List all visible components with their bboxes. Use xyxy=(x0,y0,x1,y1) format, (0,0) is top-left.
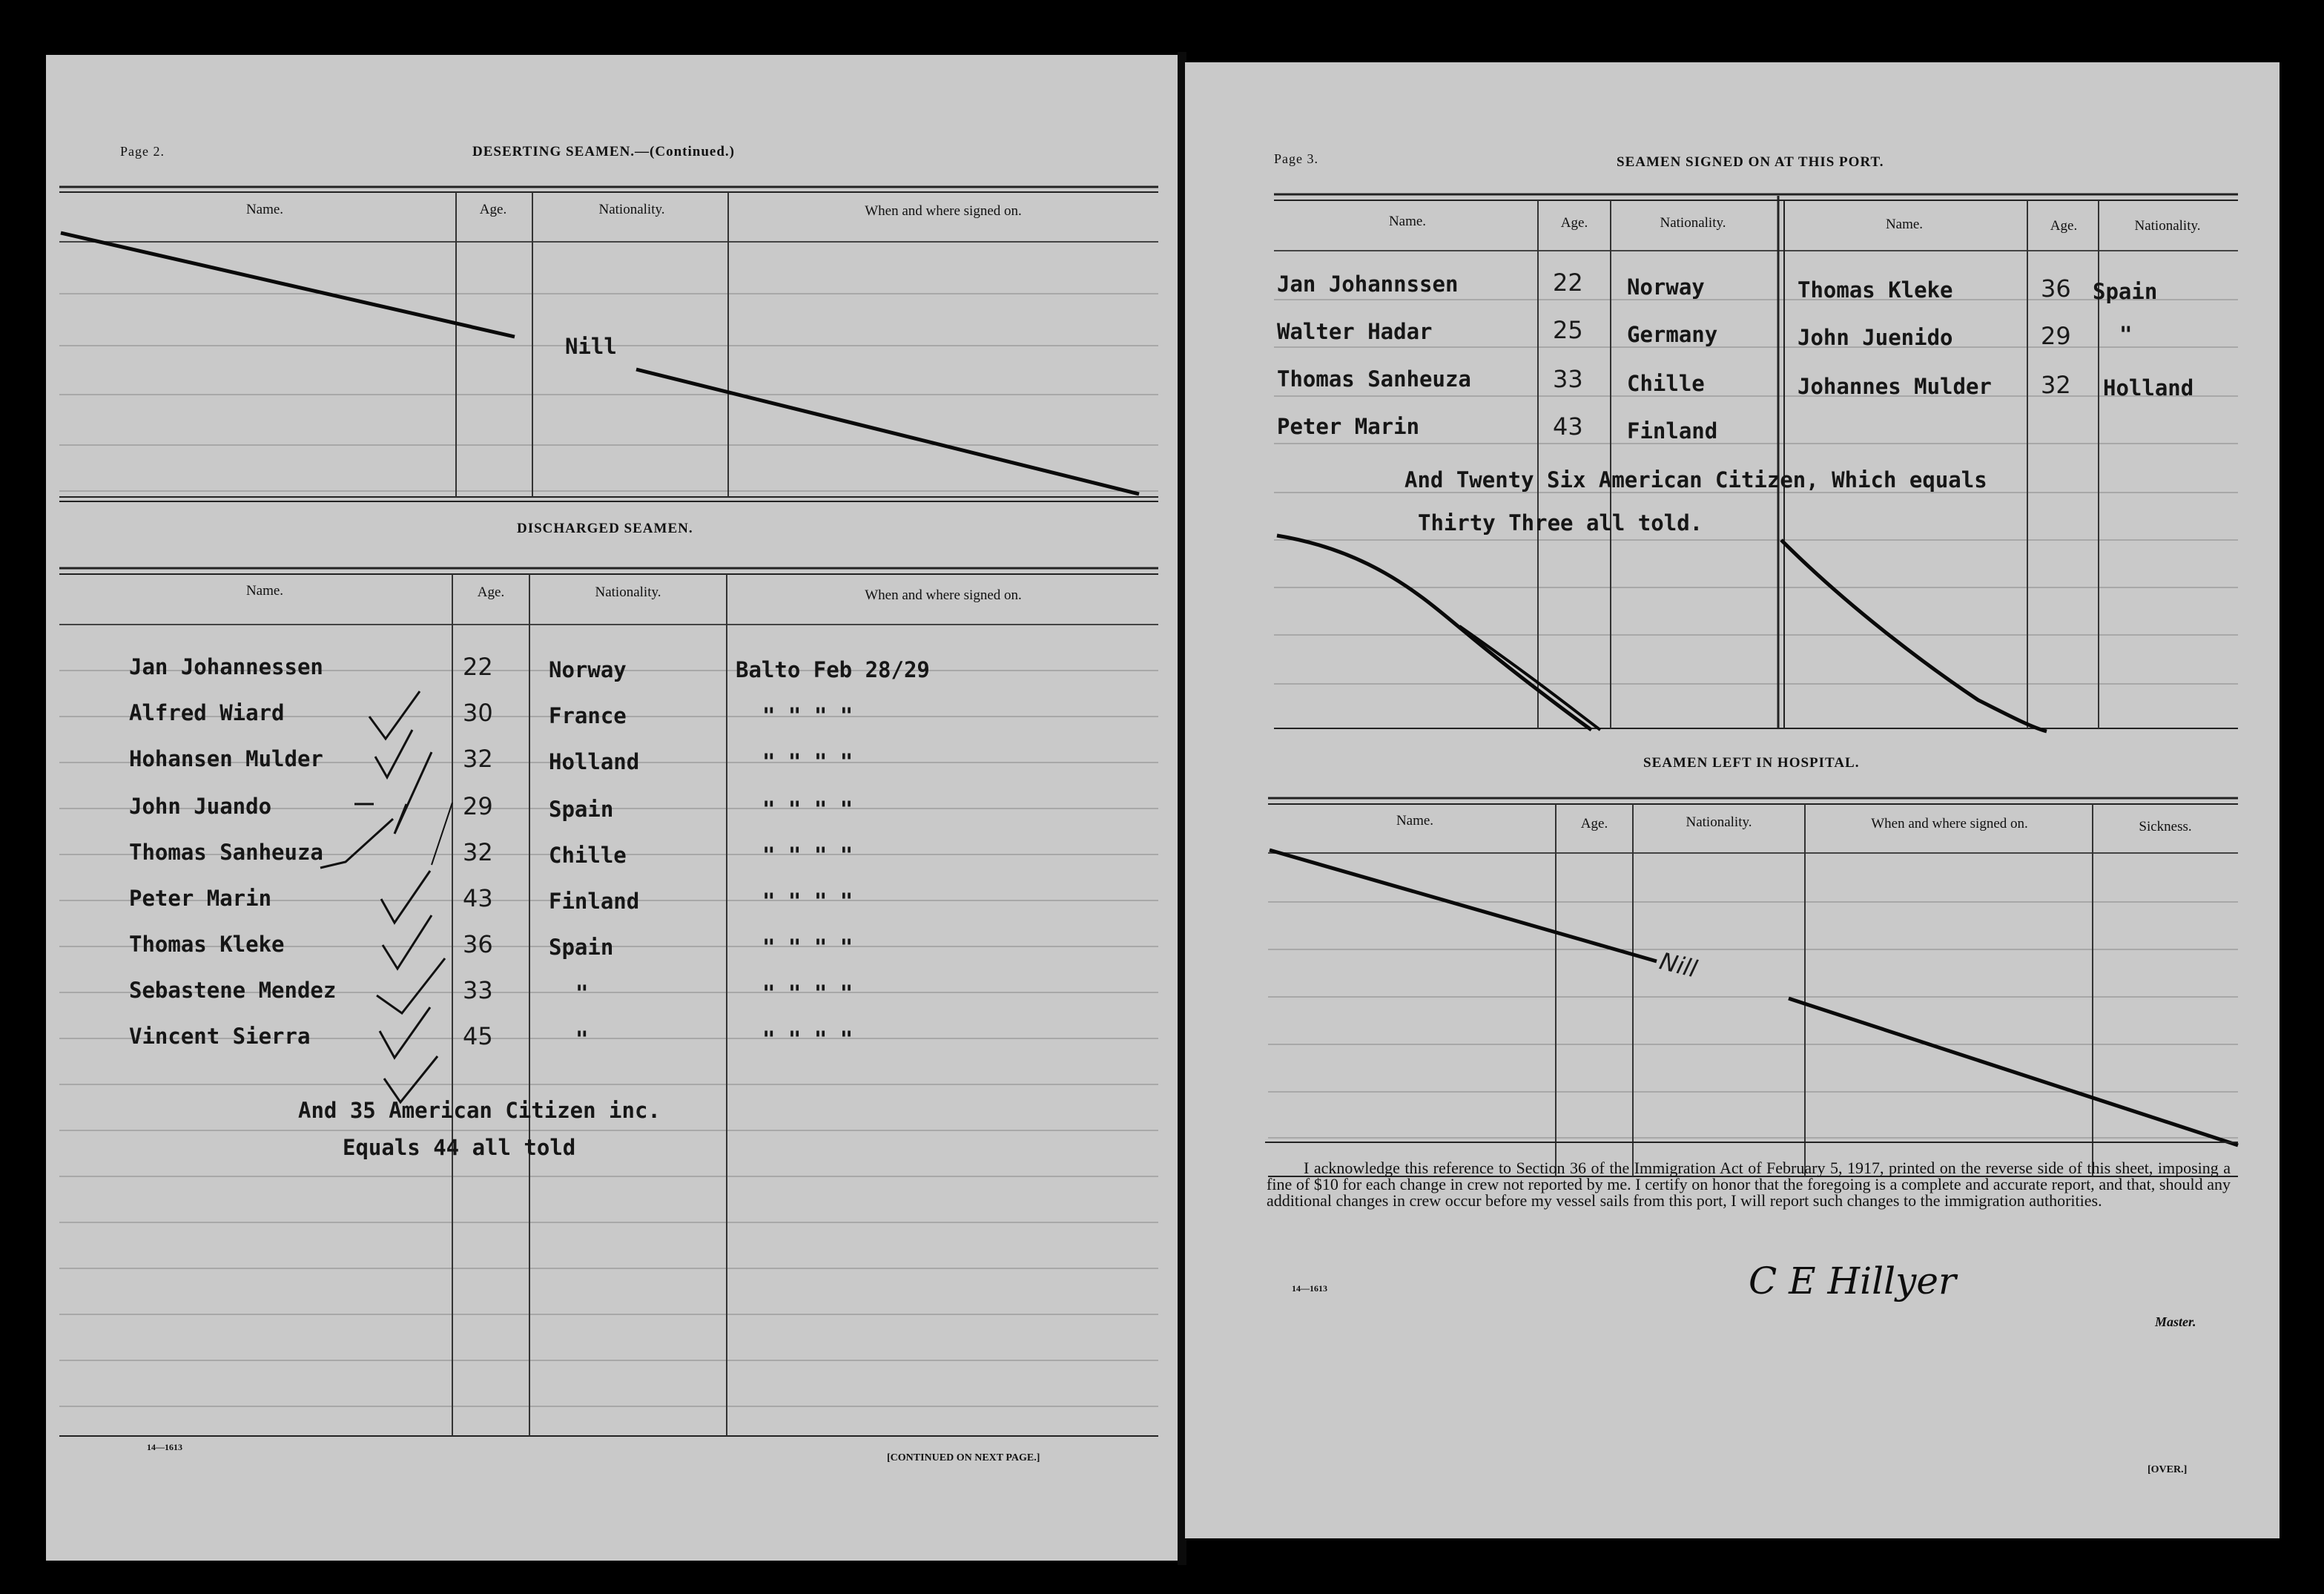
col-header-name: Name. xyxy=(245,583,284,599)
signed-age: 29 xyxy=(2041,322,2071,350)
discharged-signed-on: " " " " xyxy=(762,889,854,914)
discharged-age: 32 xyxy=(463,838,493,866)
continued-note: [CONTINUED ON NEXT PAGE.] xyxy=(887,1452,1040,1463)
col-header-nationality: Nationality. xyxy=(598,202,665,217)
discharged-age: 30 xyxy=(463,699,493,727)
signed-age: 43 xyxy=(1553,412,1583,441)
discharged-title: DISCHARGED SEAMEN. xyxy=(517,521,693,536)
signed-age: 25 xyxy=(1553,316,1583,344)
signed-on-title: SEAMEN SIGNED ON AT THIS PORT. xyxy=(1617,154,1884,170)
signed-nationality: Chille xyxy=(1627,371,1705,396)
form-number: 14—1613 xyxy=(1292,1283,1327,1294)
col-header-nationality: Nationality. xyxy=(2134,218,2201,234)
discharged-age: 45 xyxy=(463,1022,493,1050)
signed-age: 33 xyxy=(1553,365,1583,393)
signed-note-line1: And Twenty Six American Citizen, Which equals xyxy=(1404,467,1987,493)
discharged-nationality: Norway xyxy=(549,657,627,682)
col-header-age: Age. xyxy=(1560,215,1588,231)
master-label: Master. xyxy=(2155,1314,2196,1329)
signed-nationality: Norway xyxy=(1627,274,1705,300)
discharged-nationality: " xyxy=(575,1027,589,1052)
deserting-nill-note: Nill xyxy=(565,334,617,359)
signed-nationality: Germany xyxy=(1627,322,1718,347)
discharged-name: Thomas Sanheuza xyxy=(129,840,323,865)
form-number: 14—1613 xyxy=(147,1442,182,1452)
discharged-signed-on: Balto Feb 28/29 xyxy=(736,657,930,682)
signed-nationality: Finland xyxy=(1627,418,1718,444)
signed-age: 36 xyxy=(2041,274,2071,303)
discharged-note-line2: Equals 44 all told xyxy=(343,1135,576,1160)
page-number: Page 2. xyxy=(120,144,165,159)
discharged-name: Hohansen Mulder xyxy=(129,746,323,771)
col-header-age: Age. xyxy=(2050,218,2078,234)
col-header-nationality: Nationality. xyxy=(1686,814,1752,830)
discharged-signed-on: " " " " xyxy=(762,1027,854,1052)
discharged-signed-on: " " " " xyxy=(762,981,854,1006)
signed-name: Jan Johannssen xyxy=(1277,271,1459,297)
discharged-name: Vincent Sierra xyxy=(129,1024,311,1049)
signed-age: 22 xyxy=(1553,269,1583,297)
signed-name: Peter Marin xyxy=(1277,414,1420,439)
discharged-nationality: Finland xyxy=(549,889,640,914)
signed-nationality: Holland xyxy=(2103,375,2194,401)
discharged-age: 36 xyxy=(463,930,493,958)
discharged-age: 29 xyxy=(463,792,493,820)
discharged-name: Alfred Wiard xyxy=(129,700,285,725)
discharged-nationality: Holland xyxy=(549,749,640,774)
page-2 xyxy=(46,55,1178,1561)
deserting-title: DESERTING SEAMEN.—(Continued.) xyxy=(472,144,735,159)
signed-name: Thomas Sanheuza xyxy=(1277,366,1471,392)
discharged-signed-on: " " " " xyxy=(762,797,854,822)
discharged-nationality: Spain xyxy=(549,797,614,822)
col-header-age: Age. xyxy=(1580,816,1608,831)
discharged-note-line1: And 35 American Citizen inc. xyxy=(298,1098,661,1123)
col-header-age: Age. xyxy=(477,584,505,600)
signed-name: Walter Hadar xyxy=(1277,319,1433,344)
signed-nationality: " xyxy=(2119,322,2133,347)
col-header-name: Name. xyxy=(1388,214,1427,229)
col-header-nationality: Nationality. xyxy=(595,584,661,600)
col-header-name: Name. xyxy=(1885,217,1924,232)
discharged-signed-on: " " " " xyxy=(762,843,854,868)
col-header-name: Name. xyxy=(245,202,284,217)
col-header-signed-on: When and where signed on. xyxy=(865,587,1022,603)
discharged-age: 33 xyxy=(463,976,493,1004)
discharged-signed-on: " " " " xyxy=(762,703,854,728)
discharged-name: Peter Marin xyxy=(129,886,272,911)
discharged-signed-on: " " " " xyxy=(762,935,854,960)
discharged-nationality: Chille xyxy=(549,843,627,868)
signed-name: Thomas Kleke xyxy=(1798,277,1953,303)
col-header-signed-on: When and where signed on. xyxy=(1871,816,2028,831)
discharged-nationality: " xyxy=(575,981,589,1006)
discharged-name: Jan Johannessen xyxy=(129,654,323,679)
col-header-sickness: Sickness. xyxy=(2139,819,2192,834)
discharged-nationality: Spain xyxy=(549,935,614,960)
col-header-name: Name. xyxy=(1396,813,1434,829)
col-header-age: Age. xyxy=(479,202,507,217)
signed-name: Johannes Mulder xyxy=(1798,374,1992,399)
discharged-age: 43 xyxy=(463,884,493,912)
page-number: Page 3. xyxy=(1274,151,1318,166)
discharged-name: Thomas Kleke xyxy=(129,932,285,957)
signed-nationality: Spain xyxy=(2093,279,2158,304)
col-header-nationality: Nationality. xyxy=(1660,215,1726,231)
discharged-name: Sebastene Mendez xyxy=(129,978,337,1003)
signed-note-line2: Thirty Three all told. xyxy=(1418,510,1703,536)
hospital-title: SEAMEN LEFT IN HOSPITAL. xyxy=(1643,755,1860,771)
discharged-nationality: France xyxy=(549,703,627,728)
discharged-age: 22 xyxy=(463,653,493,681)
acknowledgment-text: I acknowledge this reference to Section 36 of the Immigration Act of February 5, 1917, printed on the reverse side of this sheet, imposing a fine of $10 for each change in crew not reported by me. I certify on honor that the foregoing is a complete and accurate report, and that, should any additional changes in crew occur before my vessel sails from this port, I will report such changes to the immigration authorities. xyxy=(1267,1159,2231,1210)
hospital-nill-note: Nill xyxy=(1657,946,1700,984)
over-note: [OVER.] xyxy=(2148,1464,2188,1475)
master-signature: C E Hillyer xyxy=(1749,1259,1956,1302)
discharged-name: John Juando xyxy=(129,794,272,819)
page-3 xyxy=(1185,62,2280,1538)
col-header-signed-on: When and where signed on. xyxy=(865,203,1022,219)
discharged-signed-on: " " " " xyxy=(762,749,854,774)
signed-name: John Juenido xyxy=(1798,325,1953,350)
signed-age: 32 xyxy=(2041,371,2071,399)
discharged-age: 32 xyxy=(463,745,493,773)
